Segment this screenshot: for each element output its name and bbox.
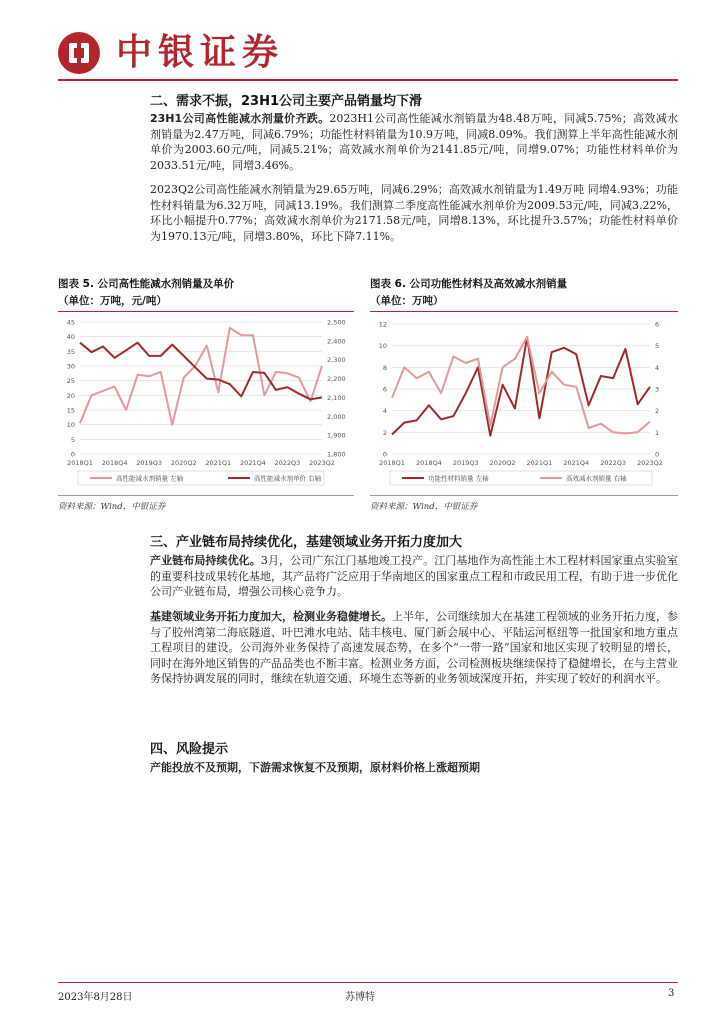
y-left-tick-label: 40	[66, 333, 75, 342]
footer-date: 2023年8月28日	[58, 992, 133, 1003]
figure6-title: 图表 6. 公司功能性材料及高效减水剂销量	[370, 278, 568, 290]
y-left-tick-label: 5	[70, 435, 75, 444]
y-left-tick-label: 10	[66, 421, 75, 430]
section2-title: 二、需求不振，23H1公司主要产品销量均下滑	[150, 94, 423, 109]
legend-label: 高效减水剂销量 右轴	[566, 474, 627, 483]
figure5-unit: （单位：万吨，元/吨）	[58, 295, 167, 307]
y-left-tick-label: 30	[66, 362, 75, 371]
series-line-1	[392, 337, 650, 436]
y-left-tick-label: 25	[66, 377, 75, 386]
section2-paragraph2: 2023Q2公司高性能减水剂销量为29.65万吨，同减6.29%；高效减水剂销量为1.49万吨 同增4.93%；功能性材料销量为6.32万吨，同减13.19%。我们测算二季度高性能减水剂单价为2009.53元/吨，同减3.22%，环比小幅提升0.77%；高效减水剂单价为2171.58元/吨，同增8.13%，环比提升3.57%；功能性材料单价为1970.13元/吨，同增3.80%，环比下降7.11%。	[150, 183, 678, 243]
x-tick-label: 2021Q1	[526, 459, 553, 467]
section3-title: 三、产业链布局持续优化，基建领域业务开拓力度加大	[150, 535, 463, 550]
y-right-tick-label: 6	[655, 320, 660, 329]
figure6-bottom-rule	[370, 495, 678, 496]
y-right-tick-label: 3	[655, 385, 660, 394]
x-tick-label: 2020Q2	[170, 459, 197, 467]
section2-paragraph1	[150, 111, 678, 173]
figure6-source: 资料来源：Wind，中银证券	[370, 502, 478, 512]
y-left-tick-label: 20	[66, 391, 75, 400]
y-left-tick-label: 0	[70, 450, 75, 459]
section3-p1-bold: 产业链布局持续优化。	[150, 554, 261, 567]
x-tick-label: 2018Q4	[415, 459, 442, 467]
figure6-chart	[370, 312, 678, 492]
section3-p2-text: 上半年，公司继续加大在基建工程领域的业务开拓力度，参与了胶州湾第二海底隧道、叶巴滩水电站、陆丰核电、厦门新会展中心、平陆运河枢纽等一批国家和地方重点工程项目的建设。公司海外业务保持了高速发展态势，在多个“一带一路”国家和地区实现了较明显的增长，同时在海外地区销售的产品品类也不断丰富。检测业务方面，公司检测板块继续保持了稳健增长，在与主营业务保持协调发展的同时，继续在轨道交通、环境生态等新的业务领域深度开拓，并实现了较好的利润水平。	[150, 610, 678, 685]
series-line-2	[392, 337, 650, 433]
section2-p1-bold: 23H1公司高性能减水剂量价齐跌。	[150, 112, 330, 125]
header-divider	[58, 79, 678, 81]
x-tick-label: 2018Q1	[67, 459, 93, 467]
y-left-tick-label: 15	[66, 406, 75, 415]
footer-divider	[58, 982, 678, 983]
y-right-tick-label: 1,800	[327, 450, 346, 459]
footer-company: 苏博特	[345, 992, 375, 1003]
x-tick-label: 2019Q3	[136, 459, 163, 467]
y-right-tick-label: 2,100	[327, 393, 346, 402]
legend-label: 功能性材料销量 左轴	[428, 474, 489, 483]
brand-name: 中银证券	[116, 32, 285, 73]
y-right-tick-label: 2	[655, 407, 660, 416]
y-right-tick-label: 4	[655, 363, 660, 372]
section3-paragraph1	[150, 553, 678, 600]
x-tick-label: 2021Q1	[205, 459, 232, 467]
x-tick-label: 2018Q1	[379, 459, 405, 467]
section3-p1-text: 3月，公司广东江门基地竣工投产。江门基地作为高性能土木工程材料国家重点实验室的重要科技成果转化基地，其产品将广泛应用于华南地区的国家重点工程和市政民用工程，有助于进一步优化公司产业链布局，增强公司核心竞争力。	[150, 554, 679, 598]
y-right-tick-label: 0	[655, 450, 660, 459]
y-right-tick-label: 2,400	[327, 337, 346, 346]
figure6-unit: （单位：万吨）	[370, 295, 444, 307]
y-left-tick-label: 0	[382, 450, 387, 459]
bank-logo	[58, 32, 100, 74]
legend-label: 高性能减水剂销量 左轴	[116, 474, 184, 483]
y-left-tick-label: 6	[382, 385, 387, 394]
x-tick-label: 2021Q4	[563, 459, 590, 467]
y-left-tick-label: 10	[378, 342, 387, 351]
y-right-tick-label: 5	[655, 342, 660, 351]
figure5-chart	[58, 312, 354, 492]
y-right-tick-label: 2,300	[327, 356, 346, 365]
page-header	[58, 30, 678, 82]
figure5-bottom-rule	[58, 495, 354, 496]
x-tick-label: 2023Q2	[309, 459, 335, 467]
y-left-tick-label: 2	[382, 428, 387, 437]
figure5-source: 资料来源：Wind，中银证券	[58, 502, 166, 512]
y-right-tick-label: 1	[655, 428, 660, 437]
x-tick-label: 2019Q3	[452, 459, 479, 467]
y-left-tick-label: 8	[382, 363, 387, 372]
section3-paragraph2	[150, 609, 678, 687]
x-tick-label: 2020Q2	[489, 459, 516, 467]
risk-text: 产能投放不及预期，下游需求恢复不及预期，原材料价格上涨超预期	[150, 761, 480, 774]
x-tick-label: 2018Q4	[101, 459, 128, 467]
y-left-tick-label: 4	[382, 407, 387, 416]
y-right-tick-label: 2,000	[327, 412, 346, 421]
x-tick-label: 2021Q4	[239, 459, 266, 467]
y-left-tick-label: 45	[66, 318, 75, 327]
x-tick-label: 2022Q3	[600, 459, 627, 467]
x-tick-label: 2022Q3	[274, 459, 301, 467]
y-right-tick-label: 2,500	[327, 318, 346, 327]
section2-p1-text: 2023H1公司高性能减水剂销量为48.48万吨，同减5.75%；高效减水剂销量为2.47万吨，同减6.79%；功能性材料销量为10.9万吨，同减8.09%。我们测算上半年高性能减水剂单价为2003.60元/吨，同减5.21%；高效减水剂单价为2141.85元/吨，同增9.07%；功能性材料单价为2033.51元/吨，同增3.46%。	[150, 112, 678, 172]
legend-label: 高性能减水剂单价 右轴	[254, 474, 322, 483]
y-left-tick-label: 35	[66, 347, 75, 356]
figure5-title: 图表 5. 公司高性能减水剂销量及单价	[58, 278, 235, 290]
y-right-tick-label: 2,200	[327, 375, 346, 384]
y-right-tick-label: 1,900	[327, 431, 346, 440]
footer-page-number: 3	[668, 988, 675, 999]
section3-p2-bold: 基建领域业务开拓力度加大，检测业务稳健增长。	[150, 610, 392, 623]
section4-title: 四、风险提示	[150, 742, 229, 757]
y-left-tick-label: 12	[378, 320, 387, 329]
x-tick-label: 2023Q2	[637, 459, 663, 467]
